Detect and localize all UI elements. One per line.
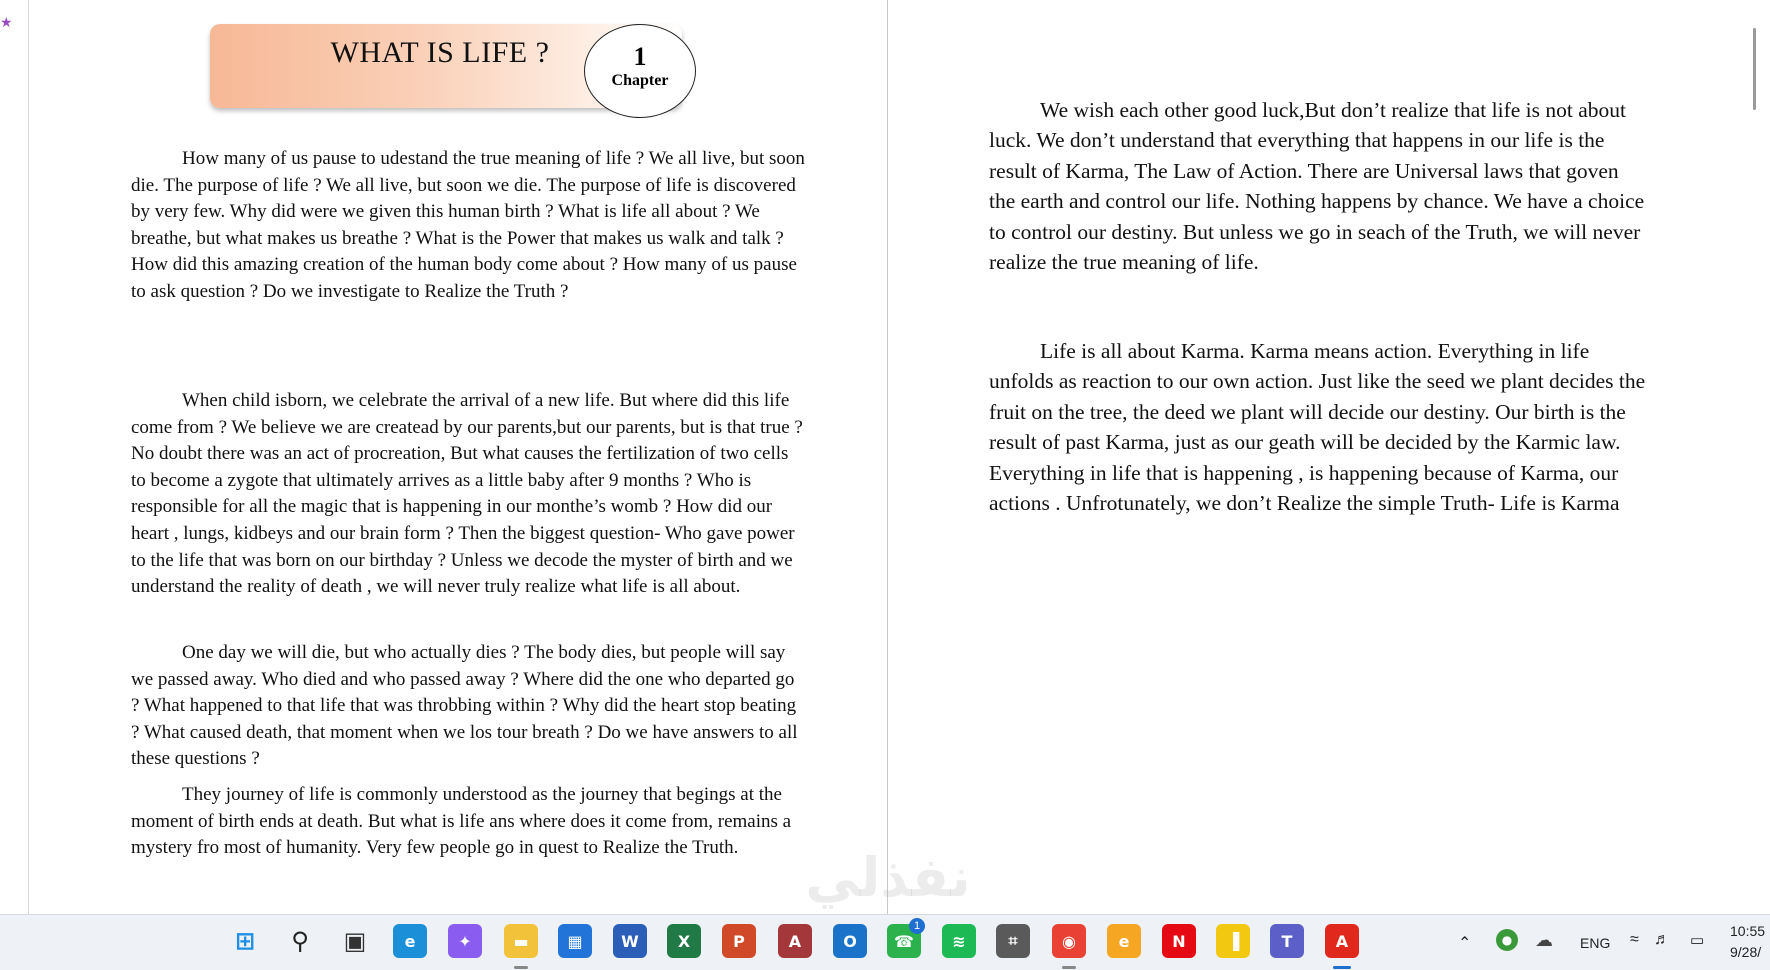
excel-icon[interactable]: X xyxy=(667,924,701,958)
clock-time[interactable]: 10:55 xyxy=(1730,923,1766,939)
power-bi-icon[interactable]: ▐ xyxy=(1216,924,1250,958)
access-icon[interactable]: A xyxy=(778,924,812,958)
file-explorer-icon[interactable]: ▬ xyxy=(504,924,538,958)
show-hidden-icons-icon[interactable]: ⌃ xyxy=(1458,935,1472,952)
sync-status-icon[interactable]: ● xyxy=(1496,929,1518,951)
paragraph: Life is all about Karma. Karma means action. Everything in life unfolds as reaction to our own action. Just like the seed we plant decides the fruit on the tree, the deed we plant will decide our destiny. Our birth is the result of past Karma, just as our geath will be decided by the Karmic law. Everything in life that is happening , is happening because of Karma, our actions . Unfrotunately, we don’t Realize the simple Truth- Life is Karma xyxy=(989,339,1646,516)
volume-icon[interactable]: ♬ xyxy=(1654,931,1670,948)
whatsapp-icon[interactable]: ☎ xyxy=(887,924,921,958)
paragraph: They journey of life is commonly understood as the journey that begings at the moment of birth ends at death. But what is life ans where does it come from, remains a mystery fro most of humanity. Very few people go in quest to Realize the Truth. xyxy=(131,784,792,859)
chrome-icon[interactable]: ◉ xyxy=(1052,924,1086,958)
edge-canary-icon[interactable]: e xyxy=(1107,924,1141,958)
language-indicator[interactable]: ENG xyxy=(1580,935,1611,951)
chapter-label: Chapter xyxy=(611,72,669,89)
paragraph: We wish each other good luck,But don’t realize that life is not about luck. We don’t understand that everything that happens in our life is the result of Karma, The Law of Action. There are Universal laws that goven the earth and control our life. Nothing happens by chance. We have a choice to control our destiny. But unless we go in seach of the Truth, we will never realize the true meaning of life. xyxy=(989,98,1645,275)
word-icon[interactable]: W xyxy=(613,924,647,958)
onedrive-icon[interactable]: ☁ xyxy=(1535,930,1553,950)
microsoft-store-icon[interactable]: ▦ xyxy=(558,924,592,958)
scrollbar-thumb[interactable] xyxy=(1753,28,1756,110)
netflix-icon[interactable]: N xyxy=(1162,924,1196,958)
paragraph: When child isborn, we celebrate the arrival of a new life. But where did this life come from ? We believe we are createad by our parents,but our parents, but is that true ? No doubt there was an act of procreation, But what causes the fertilization of two cells to become a zygote that ultimately arrives as a little baby after 9 months ? Who is responsible for all the magic that is happening in our monthe’s womb ? How did our heart , lungs, kidbeys and our brain form ? Then the biggest question- Who gave power to the life that was born on our birthday ? Unless we decode the myster of birth and we understand the reality of death , we will never truly realize what life is all about. xyxy=(131,390,803,598)
outlook-icon[interactable]: O xyxy=(833,924,867,958)
vertical-scrollbar[interactable] xyxy=(1751,0,1770,914)
chapter-title: WHAT IS LIFE ? xyxy=(330,36,550,69)
calculator-icon[interactable]: ⌗ xyxy=(996,924,1030,958)
start-icon[interactable]: ⊞ xyxy=(234,927,256,955)
watermark-logo: نفذلي xyxy=(805,846,971,909)
spotify-icon[interactable]: ≋ xyxy=(942,924,976,958)
page-divider xyxy=(887,0,888,914)
wifi-icon[interactable]: ≈ xyxy=(1630,931,1639,948)
paragraph: How many of us pause to udestand the true meaning of life ? We all live, but soon die. The purpose of life ? We all live, but soon we die. The purpose of life is discovered by very few. Why did were we given this human birth ? What is life all about ? We breathe, but what makes us breathe ? What is the Power that makes us walk and talk ? How did this amazing creation of the human body come about ? How many of us pause to ask question ? Do we investigate to Realize the Truth ? xyxy=(131,148,805,302)
left-gutter xyxy=(0,0,29,914)
powerpoint-icon[interactable]: P xyxy=(722,924,756,958)
acrobat-icon[interactable]: A xyxy=(1325,924,1359,958)
bookmark-star-icon[interactable]: ★ xyxy=(0,15,13,31)
left-page xyxy=(29,0,886,914)
battery-icon[interactable]: ▭ xyxy=(1690,932,1705,949)
copilot-icon[interactable]: ✦ xyxy=(448,924,482,958)
chapter-number: 1 xyxy=(633,42,647,71)
taskbar xyxy=(0,914,1770,970)
paragraph: One day we will die, but who actually dies ? The body dies, but people will say we passed away. Who died and who passed away ? Where did the one who departed go ? What happened to that life that was throbbing within ? Why did the heart stop beating ? What caused death, that moment when we los tour breath ? Do we have answers to all these questions ? xyxy=(131,642,798,770)
notification-badge: 1 xyxy=(909,918,925,934)
chapter-badge xyxy=(584,24,696,118)
search-icon[interactable]: ⚲ xyxy=(291,927,309,955)
edge-icon[interactable]: e xyxy=(393,924,427,958)
right-page xyxy=(889,0,1749,914)
task-view-icon[interactable]: ▣ xyxy=(343,927,367,955)
clock-date[interactable]: 9/28/ xyxy=(1730,944,1762,960)
teams-icon[interactable]: T xyxy=(1270,924,1304,958)
